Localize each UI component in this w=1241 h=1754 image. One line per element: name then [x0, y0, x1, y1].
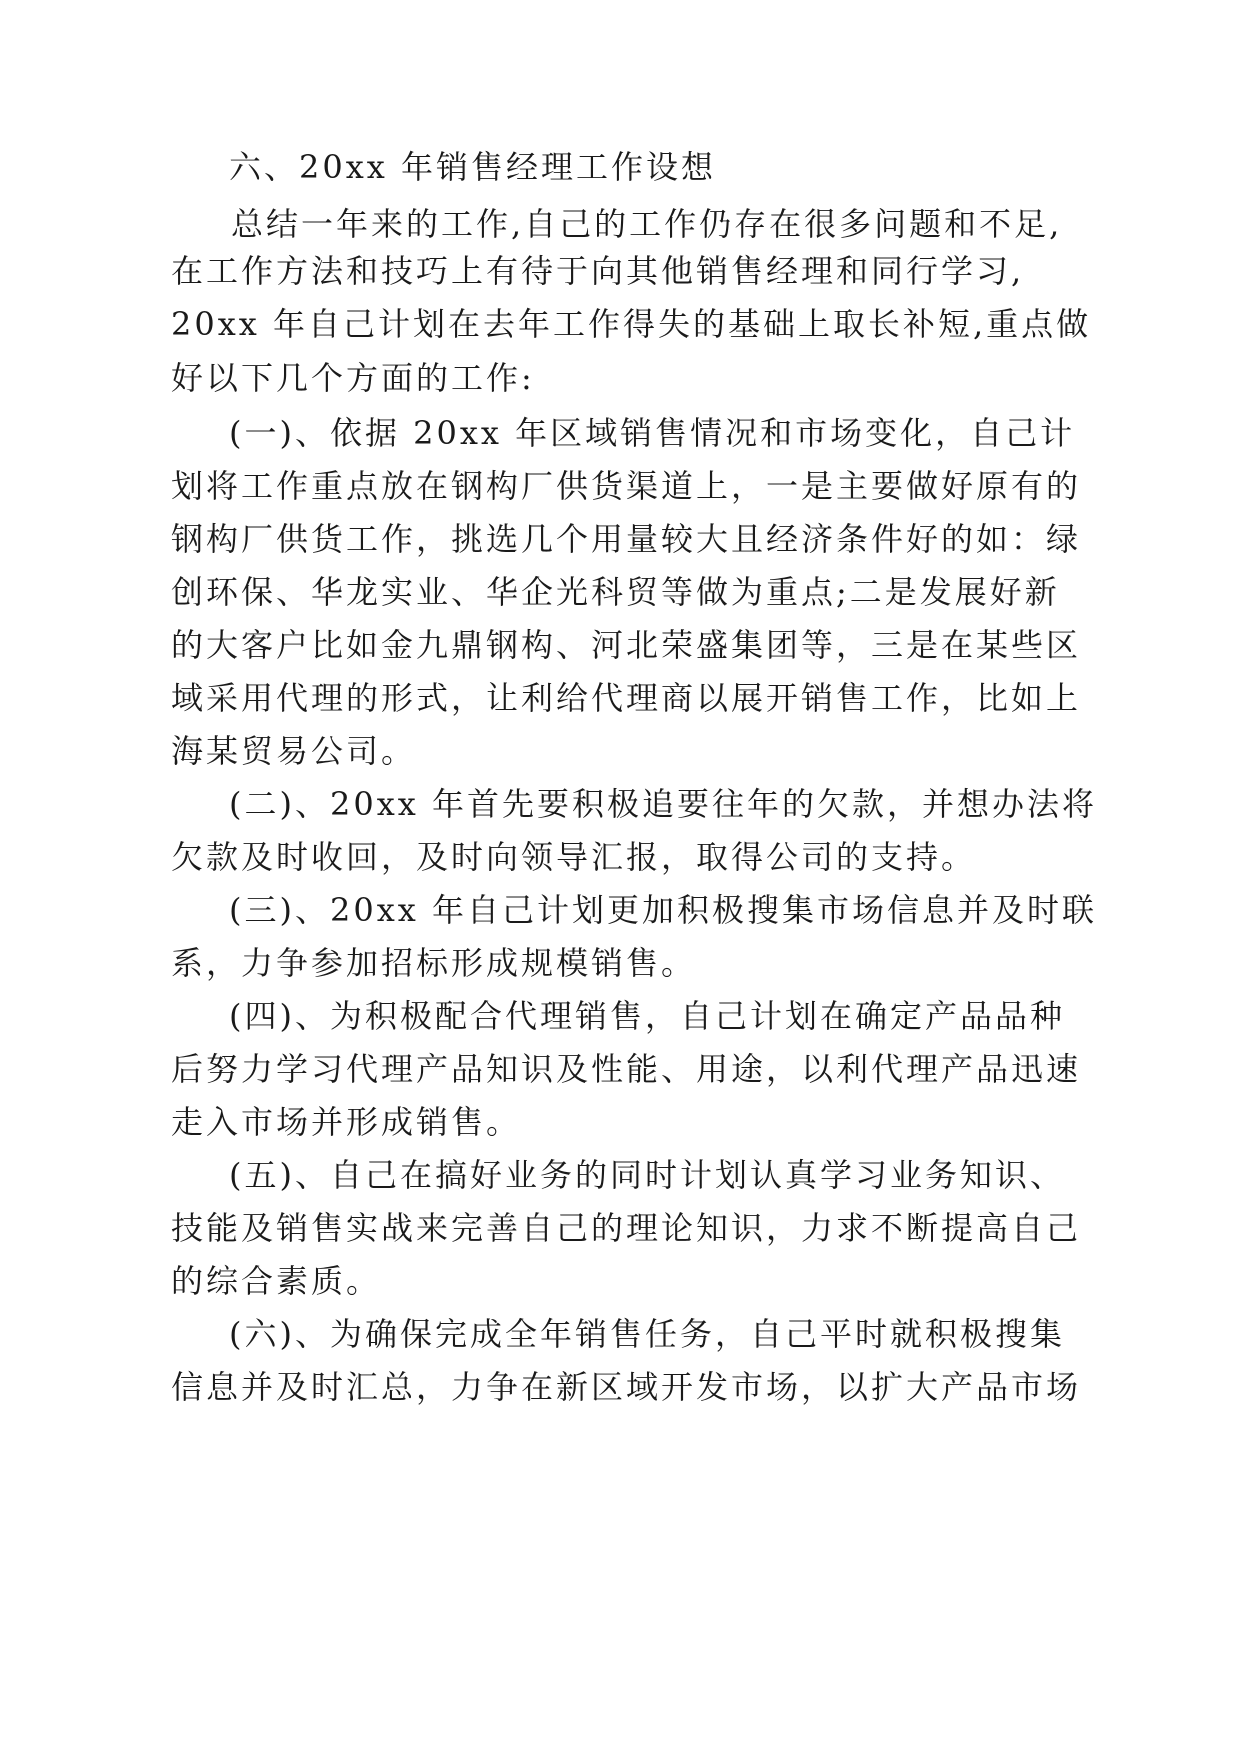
paragraph-line: 好以下几个方面的工作:: [171, 359, 535, 397]
paragraph-line: 的大客户比如金九鼎钢构、河北荣盛集团等，三是在某些区: [171, 626, 1082, 664]
paragraph-line: (四)、为积极配合代理销售，自己计划在确定产品品种: [229, 997, 1065, 1035]
paragraph-line: 划将工作重点放在钢构厂供货渠道上，一是主要做好原有的: [171, 467, 1082, 505]
paragraph-line: 信息并及时汇总，力争在新区域开发市场，以扩大产品市场: [171, 1368, 1082, 1406]
paragraph-line: 后努力学习代理产品知识及性能、用途，以利代理产品迅速: [171, 1050, 1082, 1088]
paragraph-line: (三)、20xx 年自己计划更加积极搜集市场信息并及时联: [229, 891, 1097, 929]
paragraph-line: (六)、为确保完成全年销售任务，自己平时就积极搜集: [229, 1315, 1065, 1353]
paragraph-line: (二)、20xx 年首先要积极追要往年的欠款，并想办法将: [229, 785, 1097, 823]
paragraph-line: (一)、依据 20xx 年区域销售情况和市场变化，自己计: [229, 414, 1076, 452]
paragraph-line: 创环保、华龙实业、华企光科贸等做为重点;二是发展好新: [171, 573, 1060, 611]
paragraph-line: 海某贸易公司。: [171, 732, 417, 770]
paragraph-line: 系，力争参加招标形成规模销售。: [171, 944, 697, 982]
paragraph-line: 技能及销售实战来完善自己的理论知识，力求不断提高自己: [171, 1209, 1082, 1247]
paragraph-line: 欠款及时收回，及时向领导汇报，取得公司的支持。: [171, 838, 977, 876]
paragraph-line: 域采用代理的形式，让利给代理商以展开销售工作，比如上: [171, 679, 1082, 717]
paragraph-line: 走入市场并形成销售。: [171, 1103, 522, 1141]
paragraph-line: 总结一年来的工作,自己的工作仍存在很多问题和不足,: [231, 205, 1063, 243]
paragraph-line: 钢构厂供货工作，挑选几个用量较大且经济条件好的如：绿: [171, 520, 1082, 558]
paragraph-line: (五)、自己在搞好业务的同时计划认真学习业务知识、: [229, 1156, 1065, 1194]
paragraph-line: 20xx 年自己计划在去年工作得失的基础上取长补短,重点做: [171, 305, 1092, 343]
paragraph-line: 在工作方法和技巧上有待于向其他销售经理和同行学习,: [171, 252, 1025, 290]
section-heading: 六、20xx 年销售经理工作设想: [229, 148, 716, 186]
paragraph-line: 的综合素质。: [171, 1262, 382, 1300]
